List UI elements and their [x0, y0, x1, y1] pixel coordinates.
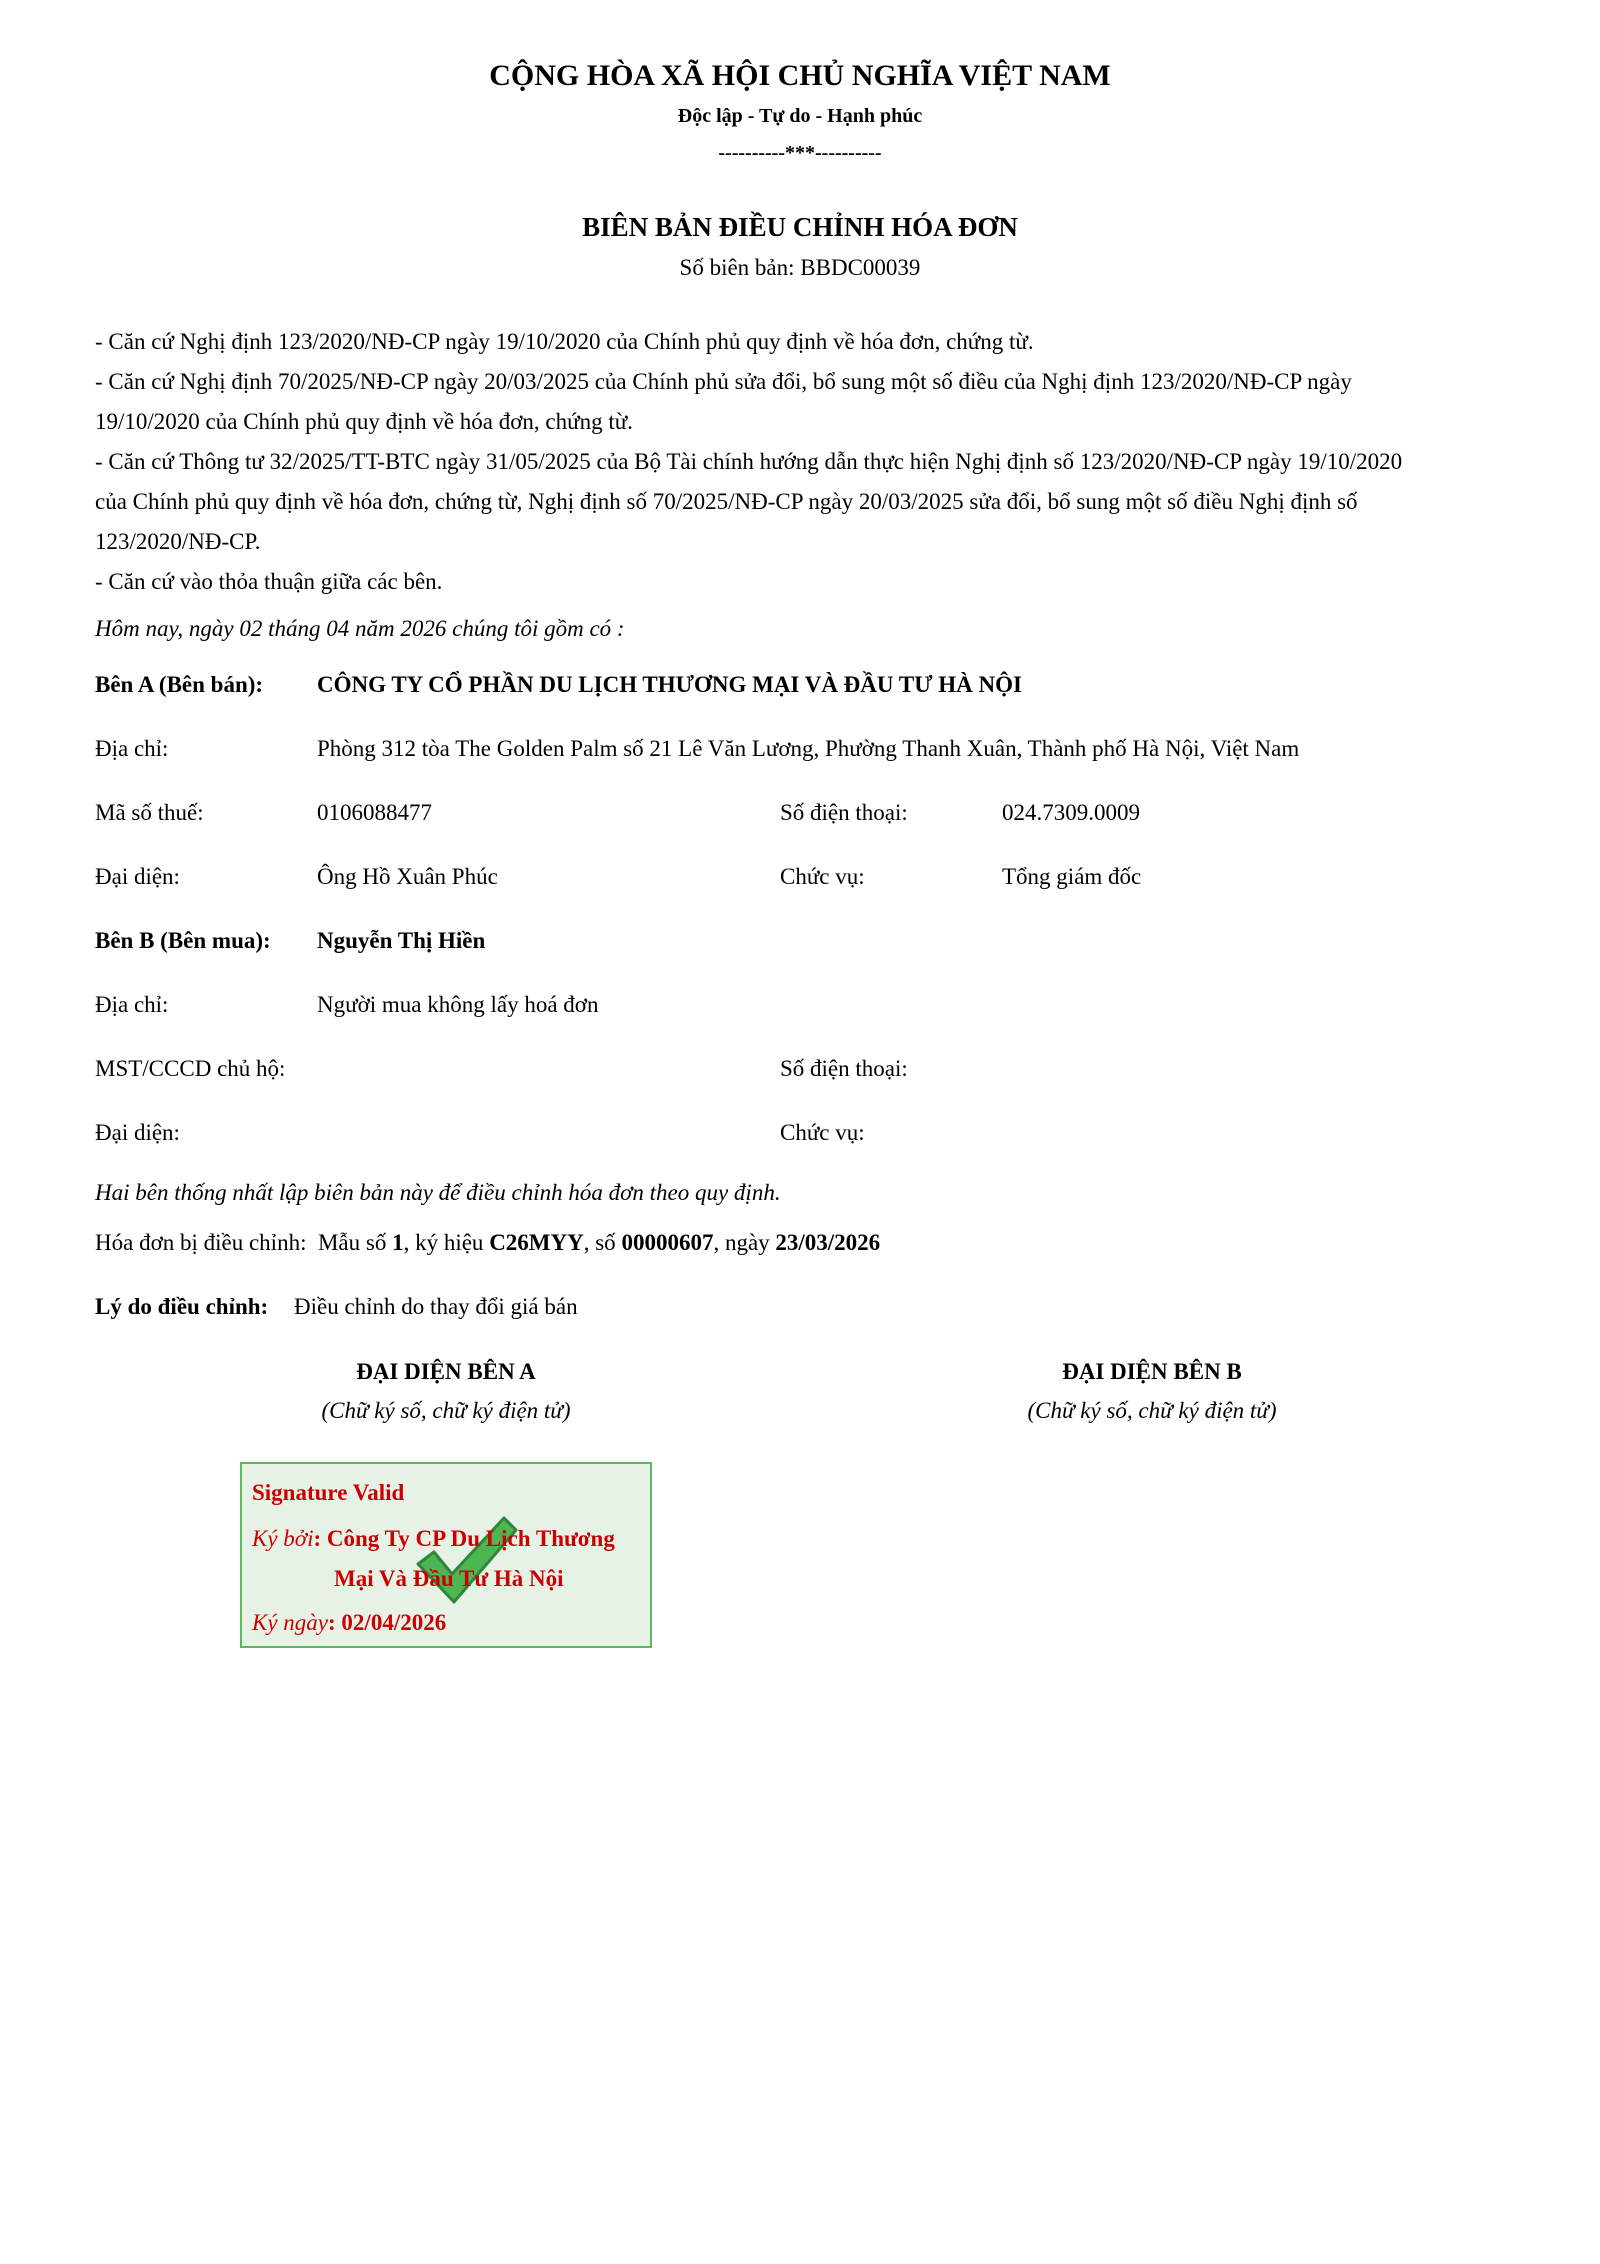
- invoice-symbol-label: , ký hiệu: [403, 1230, 490, 1255]
- basis-line: - Căn cứ vào thỏa thuận giữa các bên.: [95, 569, 443, 594]
- party-a-tax-label: Mã số thuế:: [95, 800, 204, 825]
- party-b-signature-subtitle: (Chữ ký số, chữ ký điện tử): [1027, 1398, 1277, 1423]
- digital-signature-box[interactable]: [240, 1462, 652, 1648]
- party-b-position-label: Chức vụ:: [780, 1120, 865, 1145]
- party-b-phone-label: Số điện thoại:: [780, 1056, 908, 1081]
- basis-line: - Căn cứ Nghị định 70/2025/NĐ-CP ngày 20/03/2025 của Chính phủ sửa đổi, bổ sung một số điều của Nghị định 123/2020/NĐ-CP ngày: [95, 369, 1352, 394]
- adjusted-invoice-line: [95, 1228, 880, 1258]
- invoice-date: 23/03/2026: [775, 1230, 881, 1255]
- party-a-name: CÔNG TY CỔ PHẦN DU LỊCH THƯƠNG MẠI VÀ ĐẦU TƯ HÀ NỘI: [317, 672, 1022, 697]
- party-b-rep-label: Đại diện:: [95, 1120, 180, 1145]
- reason-value: Điều chỉnh do thay đổi giá bán: [294, 1294, 578, 1319]
- document-title: BIÊN BẢN ĐIỀU CHỈNH HÓA ĐƠN: [582, 212, 1018, 242]
- party-a-address: Phòng 312 tòa The Golden Palm số 21 Lê Văn Lương, Phường Thanh Xuân, Thành phố Hà Nội, Việt Nam: [317, 736, 1300, 761]
- party-b-label: Bên B (Bên mua):: [95, 928, 271, 953]
- signed-date-value: : 02/04/2026: [328, 1610, 447, 1635]
- party-a-signature-title: ĐẠI DIỆN BÊN A: [356, 1359, 536, 1384]
- signature-signed-date: [252, 1608, 446, 1638]
- document-number-label: Số biên bản:: [679, 255, 795, 280]
- invoice-date-label: , ngày: [713, 1230, 776, 1255]
- national-motto: Độc lập - Tự do - Hạnh phúc: [677, 105, 923, 127]
- signed-by-value-line2: Mại Và Đầu Tư Hà Nội: [334, 1566, 564, 1591]
- invoice-form: 1: [392, 1230, 404, 1255]
- party-b-name: Nguyễn Thị Hiền: [317, 928, 486, 953]
- party-a-rep-label: Đại diện:: [95, 864, 180, 889]
- party-a-rep: Ông Hồ Xuân Phúc: [317, 864, 498, 889]
- signed-date-label: Ký ngày: [252, 1610, 329, 1635]
- invoice-number: 00000607: [621, 1230, 714, 1255]
- basis-line: - Căn cứ Nghị định 123/2020/NĐ-CP ngày 19/10/2020 của Chính phủ quy định về hóa đơn, chứng từ.: [95, 329, 1034, 354]
- invoice-prefix: Hóa đơn bị điều chỉnh: Mẫu số: [95, 1230, 393, 1255]
- reason-label: Lý do điều chỉnh:: [95, 1294, 269, 1319]
- intro-text: Hôm nay, ngày 02 tháng 04 năm 2026 chúng tôi gồm có :: [95, 616, 625, 641]
- party-a-address-label: Địa chỉ:: [95, 736, 169, 761]
- signature-status: Signature Valid: [252, 1480, 405, 1505]
- header-separator: ----------***----------: [718, 142, 882, 164]
- invoice-number-label: , số: [583, 1230, 622, 1255]
- party-b-address: Người mua không lấy hoá đơn: [317, 992, 599, 1017]
- party-a-phone-label: Số điện thoại:: [780, 800, 908, 825]
- party-a-signature-subtitle: (Chữ ký số, chữ ký điện tử): [321, 1398, 571, 1423]
- basis-line: - Căn cứ Thông tư 32/2025/TT-BTC ngày 31/05/2025 của Bộ Tài chính hướng dẫn thực hiện Nghị định số 123/2020/NĐ-CP ngày 19/10/2020: [95, 449, 1403, 474]
- party-a-tax: 0106088477: [317, 800, 432, 825]
- document-number-value: BBDC00039: [800, 255, 921, 280]
- party-b-tax-label: MST/CCCD chủ hộ:: [95, 1056, 286, 1081]
- basis-line: 19/10/2020 của Chính phủ quy định về hóa đơn, chứng từ.: [95, 409, 633, 434]
- basis-line: của Chính phủ quy định về hóa đơn, chứng từ, Nghị định số 70/2025/NĐ-CP ngày 20/03/2025 sửa đổi, bổ sung một số điều Nghị định số: [95, 489, 1358, 514]
- national-title: CỘNG HÒA XÃ HỘI CHỦ NGHĨA VIỆT NAM: [489, 59, 1111, 92]
- signed-by-label: Ký bởi: [252, 1526, 314, 1551]
- legal-basis: [95, 322, 1515, 602]
- signature-signed-by: [252, 1524, 615, 1554]
- party-b-address-label: Địa chỉ:: [95, 992, 169, 1017]
- party-b-signature-title: ĐẠI DIỆN BÊN B: [1062, 1359, 1242, 1384]
- party-a-phone: 024.7309.0009: [1002, 800, 1140, 825]
- document-number: [0, 253, 1600, 283]
- party-a-label: Bên A (Bên bán):: [95, 672, 264, 697]
- party-a-position: Tổng giám đốc: [1002, 864, 1142, 889]
- party-a-position-label: Chức vụ:: [780, 864, 865, 889]
- invoice-symbol: C26MYY: [489, 1230, 584, 1255]
- agreement-text: Hai bên thống nhất lập biên bản này để điều chỉnh hóa đơn theo quy định.: [95, 1180, 781, 1205]
- signed-by-value: : Công Ty CP Du Lịch Thương: [313, 1526, 615, 1551]
- basis-line: 123/2020/NĐ-CP.: [95, 529, 261, 554]
